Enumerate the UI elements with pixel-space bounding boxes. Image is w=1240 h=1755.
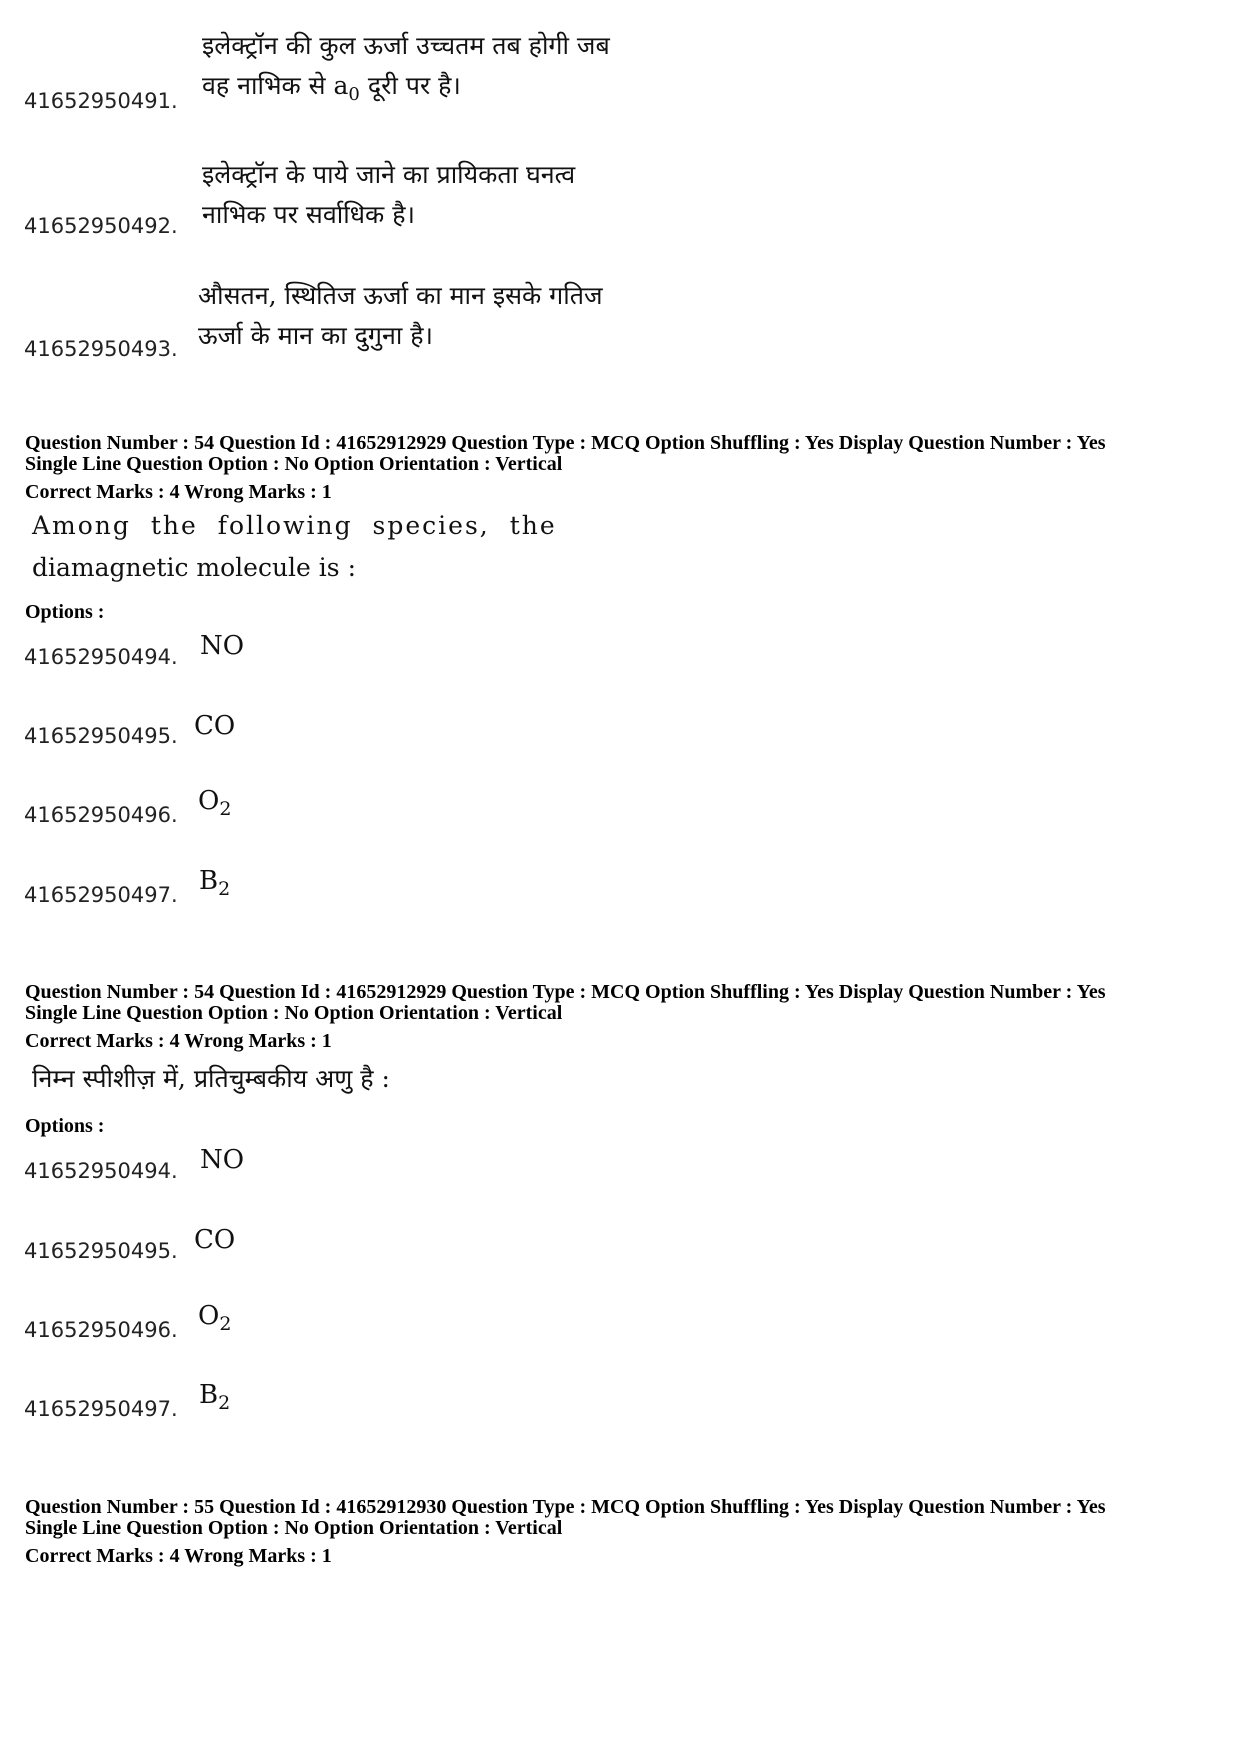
question-marks: Correct Marks : 4 Wrong Marks : 1 bbox=[25, 481, 332, 503]
option-formula: $B_2$ bbox=[199, 1380, 231, 1414]
question-meta-line2: Single Line Question Option : No Option Orientation : Vertical bbox=[25, 1002, 563, 1024]
option-id: 41652950496. bbox=[24, 803, 178, 827]
option-id: 41652950495. bbox=[24, 724, 178, 748]
option-formula: NO bbox=[200, 631, 245, 661]
option-id: 41652950497. bbox=[24, 1397, 178, 1421]
question-meta-line2: Single Line Question Option : No Option Orientation : Vertical bbox=[25, 1517, 563, 1539]
option-formula: $O_2$ bbox=[198, 786, 232, 820]
option-id: 41652950495. bbox=[24, 1239, 178, 1263]
option-text-line1: इलेक्ट्रॉन की कुल ऊर्जा उच्चतम तब होगी जब bbox=[202, 31, 610, 60]
question-meta-line2: Single Line Question Option : No Option Orientation : Vertical bbox=[25, 453, 563, 475]
question-meta-line1: Question Number : 54 Question Id : 41652912929 Question Type : MCQ Option Shuffling : Yes Display Question Number : Yes bbox=[25, 432, 1106, 454]
option-id: 41652950497. bbox=[24, 883, 178, 907]
option-id: 41652950494. bbox=[24, 1159, 178, 1183]
option-formula: CO bbox=[194, 711, 236, 741]
option-text-line1: इलेक्ट्रॉन के पाये जाने का प्रायिकता घनत्व bbox=[202, 160, 576, 189]
option-formula: $O_2$ bbox=[198, 1301, 232, 1335]
option-text-line2: नाभिक पर सर्वाधिक है। bbox=[202, 200, 415, 229]
question-text-line2: diamagnetic molecule is : bbox=[32, 553, 356, 582]
options-label: Options : bbox=[25, 1115, 105, 1137]
option-text-line2: वह नाभिक से $a_0$ दूरी पर है। bbox=[202, 71, 461, 105]
option-id: 41652950493. bbox=[24, 337, 178, 361]
option-id: 41652950492. bbox=[24, 214, 178, 238]
question-meta-line1: Question Number : 55 Question Id : 41652912930 Question Type : MCQ Option Shuffling : Yes Display Question Number : Yes bbox=[25, 1496, 1106, 1518]
question-text-line1: Among the following species, the bbox=[32, 511, 557, 540]
options-label: Options : bbox=[25, 601, 105, 623]
option-text-line2: ऊर्जा के मान का दुगुना है। bbox=[198, 321, 434, 350]
option-id: 41652950491. bbox=[24, 89, 178, 113]
option-formula: NO bbox=[200, 1145, 245, 1175]
option-id: 41652950494. bbox=[24, 645, 178, 669]
option-formula: $B_2$ bbox=[199, 866, 231, 900]
question-marks: Correct Marks : 4 Wrong Marks : 1 bbox=[25, 1030, 332, 1052]
question-meta-line1: Question Number : 54 Question Id : 41652912929 Question Type : MCQ Option Shuffling : Yes Display Question Number : Yes bbox=[25, 981, 1106, 1003]
question-text: निम्न स्पीशीज़ में, प्रतिचुम्बकीय अणु है : bbox=[32, 1064, 390, 1093]
option-formula: CO bbox=[194, 1225, 236, 1255]
option-text-line1: औसतन, स्थितिज ऊर्जा का मान इसके गतिज bbox=[198, 281, 603, 310]
question-marks: Correct Marks : 4 Wrong Marks : 1 bbox=[25, 1545, 332, 1567]
option-id: 41652950496. bbox=[24, 1318, 178, 1342]
